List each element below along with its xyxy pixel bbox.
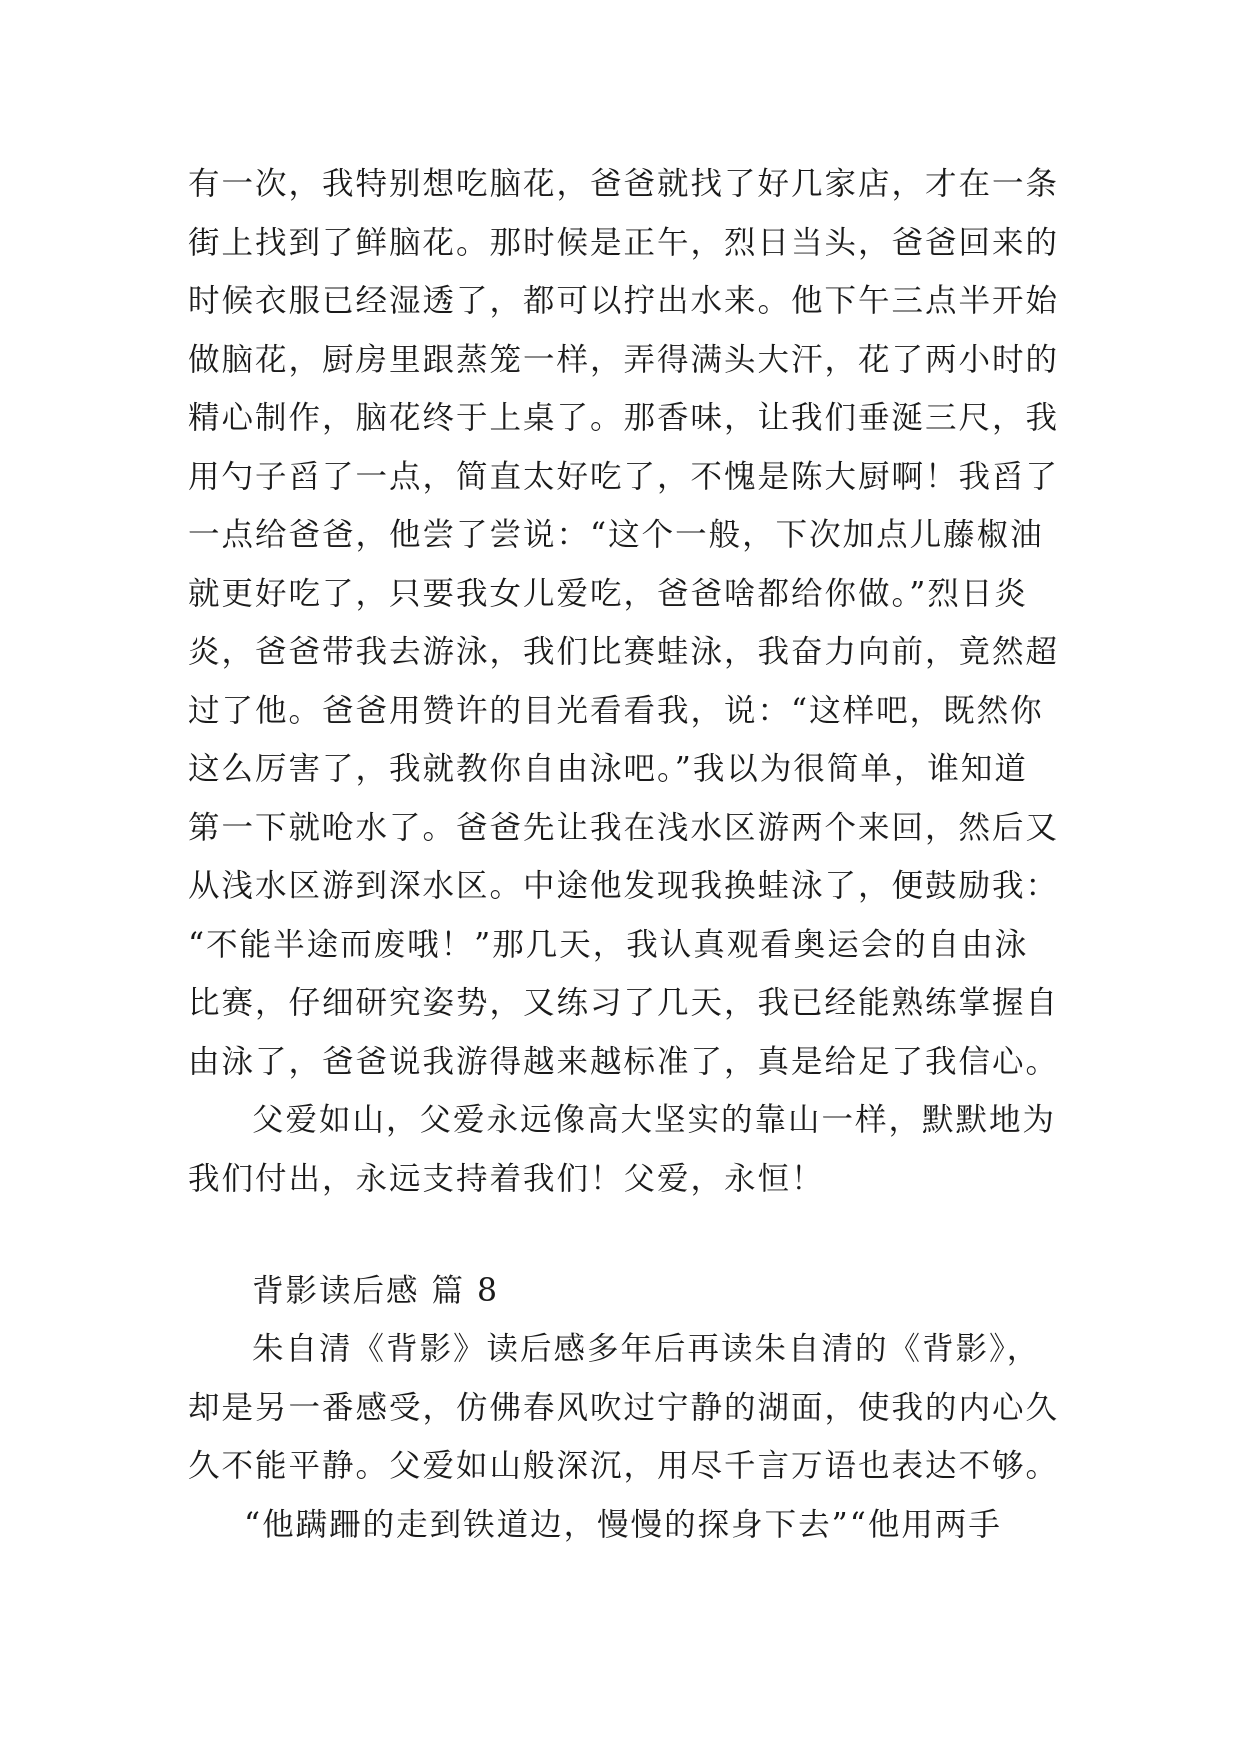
text-line: 由泳了，爸爸说我游得越来越标准了，真是给足了我信心。 <box>188 1043 1060 1080</box>
text-line: 久不能平静。父爱如山般深沉，用尽千言万语也表达不够。 <box>188 1448 1060 1484</box>
text-line: 我们付出，永远支持着我们！父爱，永恒！ <box>188 1160 825 1197</box>
text-line: 就更好吃了，只要我女儿爱吃，爸爸啥都给你做。”烈日炎 <box>188 575 1028 612</box>
text-line: “他蹒跚的走到铁道边，慢慢的探身下去”“他用两手 <box>244 1506 1002 1543</box>
section-heading: 背影读后感 篇 8 <box>252 1273 500 1309</box>
text-line: 却是另一番感受，仿佛春风吹过宁静的湖面，使我的内心久 <box>188 1389 1060 1426</box>
text-line: 有一次，我特别想吃脑花，爸爸就找了好几家店，才在一条 <box>188 166 1060 202</box>
text-line: 街上找到了鲜脑花。那时候是正午，烈日当头，爸爸回来的 <box>188 224 1060 261</box>
text-line: 第一下就呛水了。爸爸先让我在浅水区游两个来回，然后又 <box>188 809 1060 846</box>
text-line: 从浅水区游到深水区。中途他发现我换蛙泳了，便鼓励我： <box>188 868 1060 904</box>
text-line: 炎，爸爸带我去游泳，我们比赛蛙泳，我奋力向前，竟然超 <box>188 634 1060 670</box>
text-line: 一点给爸爸，他尝了尝说：“这个一般，下次加点儿藤椒油 <box>188 517 1044 553</box>
text-line: 时候衣服已经湿透了，都可以拧出水来。他下午三点半开始 <box>188 283 1060 319</box>
text-line: 父爱如山，父爱永远像高大坚实的靠山一样，默默地为 <box>252 1102 1057 1138</box>
text-block-lower <box>188 1320 1060 1554</box>
text-line: 比赛，仔细研究姿势，又练习了几天，我已经能熟练掌握自 <box>188 985 1060 1021</box>
text-line: 过了他。爸爸用赞许的目光看看我，说：“这样吧，既然你 <box>188 692 1044 729</box>
text-line: 朱自清《背影》读后感多年后再读朱自清的《背影》， <box>252 1331 1041 1367</box>
text-line: 精心制作，脑花终于上桌了。那香味，让我们垂涎三尺，我 <box>188 400 1060 436</box>
text-line: 用勺子舀了一点，简直太好吃了，不愧是陈大厨啊！我舀了 <box>188 458 1060 495</box>
text-line: 这么厉害了，我就教你自由泳吧。”我以为很简单，谁知道 <box>188 751 1028 787</box>
text-block-upper <box>188 155 1060 1208</box>
text-line: “不能半途而废哦！”那几天，我认真观看奥运会的自由泳 <box>188 926 1029 963</box>
text-line: 做脑花，厨房里跟蒸笼一样，弄得满头大汗，花了两小时的 <box>188 341 1060 378</box>
